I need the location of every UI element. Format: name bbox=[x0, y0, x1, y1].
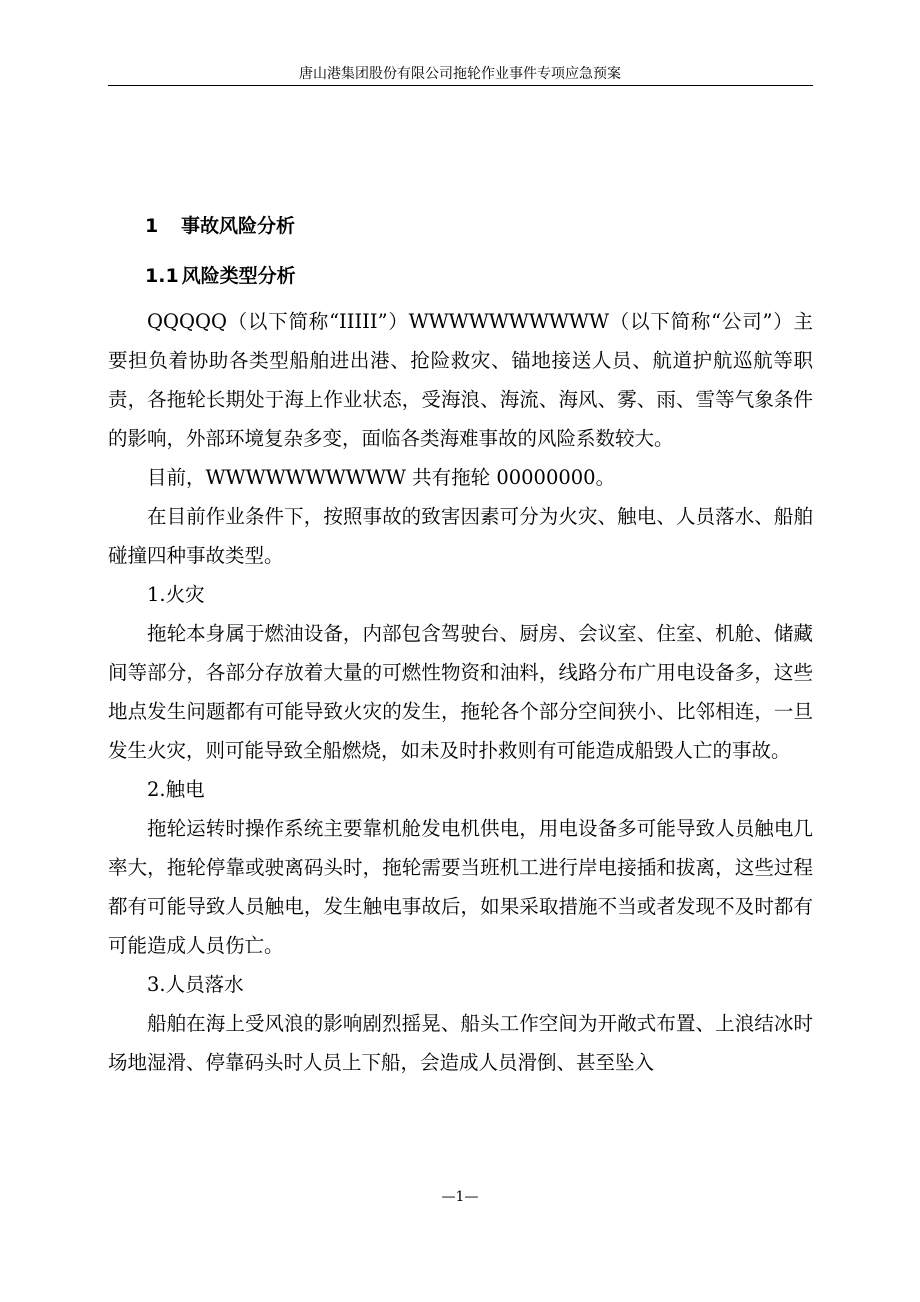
item-heading-electric-shock: 2.触电 bbox=[147, 778, 205, 801]
paragraph-intro: QQQQQ（以下简称“IIIII”）WWWWWWWWWW（以下简称“公司”）主要担负着协助各类型船舶进出港、抢险救灾、锚地接送人员、航道护航巡航等职责，各拖轮长期处于海上作业状态，受海浪、海流、海风、雾、雨、雪等气象条件的影响，外部环境复杂多变，面临各类海难事故的风险系数较大。 bbox=[108, 310, 813, 450]
item-heading-man-overboard: 3.人员落水 bbox=[147, 973, 244, 996]
paragraph-man-overboard: 船舶在海上受风浪的影响剧烈摇晃、船头工作空间为开敞式布置、上浪结冰时场地湿滑、停靠码头时人员上下船，会造成人员滑倒、甚至坠入 bbox=[108, 1012, 813, 1074]
subsection-heading bbox=[145, 264, 296, 288]
subsection-number: 1.1 bbox=[145, 265, 179, 287]
page-number: —1— bbox=[441, 1189, 479, 1205]
paragraph-fire: 拖轮本身属于燃油设备，内部包含驾驶台、厨房、会议室、住室、机舱、储藏间等部分，各部分存放着大量的可燃性物资和油料，线路分布广用电设备多，这些地点发生问题都有可能导致火灾的发生，拖轮各个部分空间狭小、比邻相连，一旦发生火灾，则可能导致全船燃烧，如未及时扑救则有可能造成船毁人亡的事故。 bbox=[108, 622, 813, 762]
section-number: 1 bbox=[145, 215, 159, 237]
section-heading bbox=[145, 214, 295, 238]
paragraph-tug-count: 目前，WWWWWWWWWW 共有拖轮 00000000。 bbox=[147, 466, 616, 489]
item-heading-fire: 1.火灾 bbox=[147, 583, 205, 606]
paragraph-electric-shock: 拖轮运转时操作系统主要靠机舱发电机供电，用电设备多可能导致人员触电几率大，拖轮停靠或驶离码头时，拖轮需要当班机工进行岸电接插和拔离，这些过程都有可能导致人员触电，发生触电事故后，如果采取措施不当或者发现不及时都有可能造成人员伤亡。 bbox=[108, 817, 813, 957]
paragraph-accident-types: 在目前作业条件下，按照事故的致害因素可分为火灾、触电、人员落水、船舶碰撞四种事故类型。 bbox=[108, 505, 813, 567]
header-rule bbox=[108, 85, 813, 86]
section-title: 事故风险分析 bbox=[181, 215, 296, 237]
subsection-title: 风险类型分析 bbox=[181, 265, 296, 287]
running-header: 唐山港集团股份有限公司拖轮作业事件专项应急预案 bbox=[299, 66, 621, 82]
body-text bbox=[108, 302, 813, 1082]
